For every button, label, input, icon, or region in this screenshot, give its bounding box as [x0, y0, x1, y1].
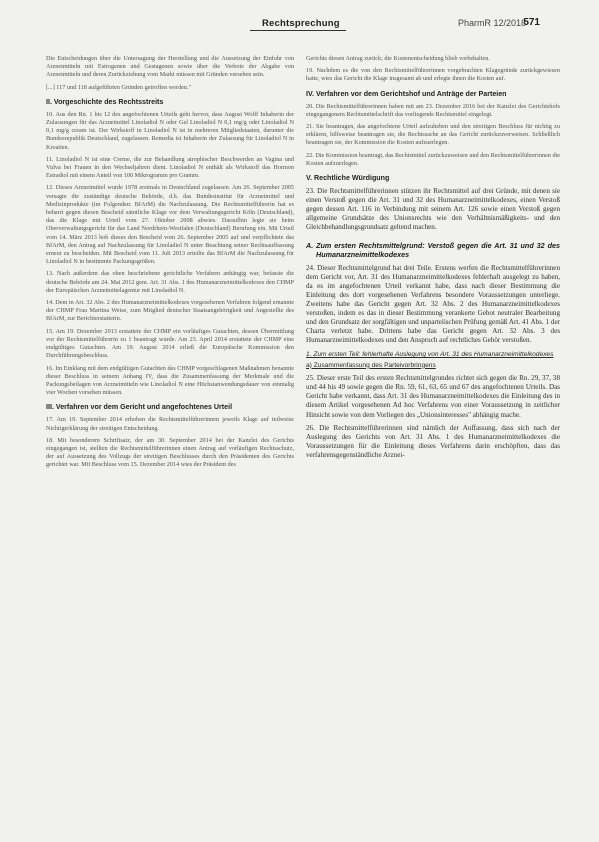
paragraph: Die Entscheidungen über die Untersagung der Herstellung und die Aussetzung der Einfuhr von Arzneimitteln mit Estrogenen und Gestagenen sowie über die Verbote der Abgabe von Arzneimitteln und deren Zurückziehung vom Markt müssen mit Gründen versehen sein. — [46, 55, 294, 79]
paragraph: [...] 117 und 118 aufgeführten Gründen getroffen werden." — [46, 83, 192, 91]
paragraph-14: 14. Dem in Art. 32 Abs. 2 des Humanarzneimittelkodexes vorgesehenen Verfahren folgend ernannte der CHMP Frau Martina Weise, zum Mitglied deutscher Staatsangehörigkeit und Angestellte des BfArM, zur Berichterstatterin. — [46, 299, 294, 323]
journal-reference: PharmR 12/2018 — [457, 18, 526, 28]
paragraph-26: 26. Die Rechtsmittelführerinnen sind nämlich der Auffassung, dass sich nach der Auslegung des Gerichts von Art. 31 Abs. 1 des Humanarzneimittelkodexes die Voraussetzungen für die Einleitung dieses Verfahrens darin erschöpften, dass das verfahrensgegenständliche Arznei- — [306, 423, 560, 459]
heading-iv: IV. Verfahren vor dem Gerichtshof und Anträge der Parteien — [306, 89, 507, 98]
page-header — [40, 16, 570, 36]
heading-1-text: 1. Zum ersten Teil: fehlerhafte Auslegung von Art. 31 des Humanarzneimittelkodexes — [306, 351, 554, 359]
heading-1 — [306, 351, 560, 359]
heading-a-sub — [306, 362, 560, 370]
paragraph-24: 24. Dieser Rechtsmittelgrund hat drei Teile. Erstens werfen die Rechtsmittelführerinnen dem Gericht vor, Art. 31 des Humanarzneimittelkodexes fehlerhaft ausgelegt zu haben, da es im angefochtenen Urteil verkannt habe, dass nach dieser Bestimmung die Einleitung des dort vorgesehenen Verfahrens besondere Voraussetzungen unterliege. Zweitens habe das Gericht gegen Art. 32 Abs. 2 des Humanarzneimittelkodexes verstoßen, indem es das in dieser Bestimmung verankerte Gebot neutraler Bearbeitung und den Grundsatz der sorgfältigen und unparteiischen Prüfung gemäß Art. 41 Abs. 1 der Charta verletzt habe. Drittens habe das Gericht gegen Art. 32 Abs. 3 des Humanarzneimittelkodexes und den Anspruch auf rechtliches Gehör verstoßen. — [306, 263, 560, 345]
right-column — [306, 55, 560, 464]
paragraph-17: 17. Am 19. September 2014 erhoben die Rechtsmittelführerinnen jeweils Klage auf teilweise Nichtigerklärung der streitigen Entscheidung. — [46, 416, 294, 432]
paragraph-23: 23. Die Rechtsmittelführerinnen stützen ihr Rechtsmittel auf drei Gründe, mit denen sie einen Verstoß gegen die Art. 31 und 32 des Humanarzneimittelkodexes, einen Verstoß gegen dessen Art. 116 in Verbindung mit seinem Art. 126 sowie einen Verstoß gegen allgemeine Grundsätze des Unionsrechts wie den Verhältnismäßigkeits- und den Gleichbehandlungsgrundsatz geltend machen. — [306, 187, 560, 232]
paragraph-10: 10. Aus den Rn. 1 bis 12 des angefochtenen Urteils geht hervor, dass August Wolff Inhaberin der Zulassungen für das Arzneimittel Linoladiol N oder Gel Linoladiol N 0,1 mg/g oder Linoladiol N 0,1 mg/g cream ist. Der Wirkstoff in Linoladiol N ist in mehreren Mitgliedstaaten, darunter die Bundesrepublik Deutschland, zugelassen. Remedia ist Inhaberin der Zulassung für Linoladiol N in Kroatien. — [46, 110, 294, 151]
paragraph-19: 19. Nachdem es die von den Rechtsmittelführerinnen vorgebrachten Klagegründe zurückgewiesen hatte, wies das Gericht die Klage insgesamt ab und erlegte ihnen die Kosten auf. — [306, 67, 560, 83]
paragraph-18: 18. Mit besonderem Schriftsatz, der am 30. September 2014 bei der Kanzlei des Gerichts eingegangen ist, stellten die Rechtsmittelführerinnen einen Antrag auf vorläufigen Rechtsschutz, der auf Aussetzung des Vollzugs der streitigen Beschlusses durch den Präsidenten des Gerichts gerichtet war. Mit Beschluss vom 15. Dezember 2014 wies der Präsident des — [46, 436, 294, 469]
section-title: Rechtsprechung — [262, 18, 340, 29]
left-column — [46, 55, 294, 474]
paragraph-20: 20. Die Rechtsmittelführerinnen haben mit am 23. Dezember 2016 bei der Kanzlei des Gerichtshofs eingegangenem Rechtsmittelschrift das vorliegende Rechtsmittel eingelegt. — [306, 102, 560, 118]
paragraph-21: 21. Sie beantragen, das angefochtene Urteil aufzuheben und den streitigen Beschluss für nichtig zu erklären, hilfsweise beantragen sie, die Rechtssache an das Gericht zurückzuverweisen. Schließlich beantragen sie, der Kommission die Kosten aufzuerlegen. — [306, 123, 560, 147]
heading-a: A. Zum ersten Rechtsmittelgrund: Verstoß gegen die Art. 31 und 32 des Humanarzneimittelkodexes — [306, 240, 560, 259]
heading-ii: II. Vorgeschichte des Rechtsstreits — [46, 97, 164, 106]
paragraph-16: 16. Im Einklang mit dem endgültigen Gutachten des CHMP vorgeschlagenen Maßnahmen benannte dieser Beschluss in seinem Anhang IV, dass die Zusammenfassung der Merkmale und die Packungsbeilagen von Arzneimitteln wie Linoladiol N eine Höchstanwendungsdauer von einmalig vier Wochen vorsehen müssen. — [46, 364, 294, 397]
section-rule — [250, 30, 346, 31]
paragraph-continued: Gerichts diesen Antrag zurück; die Kostenentscheidung blieb vorbehalten. — [306, 55, 490, 62]
paragraph-13: 13. Nach außerdem das oben beschriebene gerichtliche Verfahren anhängig war, befasste die deutsche Behörde am 24. Mai 2012 gem. Art. 31 Abs. 1 des Humanarzneimittelkodexes den CHMP der Europäischen Arzneimittelagentur mit Linoladiol N. — [46, 270, 294, 294]
paragraph-12: 12. Dieses Arzneimittel wurde 1978 erstmals in Deutschland zugelassen. Am 26. September 2005 versagte die zuständige deutsche Behörde, d.h. das Bundesinstitut für Arzneimittel und Medizinprodukte (im Folgenden: BfArM) die Nachzulassung. Die Rechtsmittelführerin hat es beharrt gegen diesen Bescheid sämtliche Klage vor dem Verwaltungsgericht Köln (Deutschland), das die Klage mit Urteil vom 27. Oktober 2008 abwies. Daraufhin legte sie beim Oberverwaltungsgericht für das Land Nordrhein-Westfalen (Deutschland) Berufung ein. Mit Urteil vom 14. März 2013 hob dieses den Bescheid vom 26. September 2005 auf und verpflichtete das BfArM, den Antrag auf Nachzulassung für Linoladiol N unter Beachtung seiner Rechtsauffassung erneut zu bescheiden. Mit Bescheid vom 11. Juli 2013 erteilte das BfArM die Nachzulassung für Linoladiol N in bestimmte Packungsgrößen. — [46, 184, 294, 266]
paragraph-25: 25. Dieser erste Teil des ersten Rechtsmittelgrundes richtet sich gegen die Rn. 29, 37, 38 und 44 bis 49 sowie gegen die Rn. 59, 61, 63, 65 und 67 des angefochtenen Urteils. Das Gericht habe verkannt, dass Art. 31 des Humanarzneimittelkodexes die Einleitung des in diesem Artikel vorgesehenen Ad hoc Verfahrens von einer Voraussetzung in zeitlicher Hinsicht sowie von dem Vorliegen des „Unionsinteresses" abhängig mache. — [306, 374, 560, 419]
heading-iii: III. Verfahren vor dem Gericht und angefochtenes Urteil — [46, 403, 233, 412]
paragraph-22: 22. Die Kommission beantragt, das Rechtsmittel zurückzuweisen und den Rechtsmittelführerinnen die Kosten aufzuerlegen. — [306, 151, 560, 167]
paragraph-15: 15. Am 19. Dezember 2013 erstattete der CHMP ein vorläufiges Gutachten, dessen Übermittlung vor der Rechtsmittelführerin zu 1 beantragt wurde. Am 23. April 2014 erstattete der CHMP eine endgültiges Gutachten. Am 19. August 2014 erließ die Europäische Kommission den Durchführungsbeschluss. — [46, 327, 294, 360]
page-number: 571 — [523, 17, 540, 28]
paragraph-11: 11. Linoladiol N ist eine Creme, die zur Behandlung atrophischer Beschwerden an Vagina und Vulva bei Frauen in den Wechseljahren dient. Linoladiol N enthält als Wirkstoff das Hormon Estradiol mit einem Anteil von 100 Mikrogramm pro Gramm. — [46, 155, 294, 180]
heading-a-sub-text: a) Zusammenfassung des Parteivorbringens — [306, 361, 436, 369]
heading-v: V. Rechtliche Würdigung — [306, 174, 390, 183]
